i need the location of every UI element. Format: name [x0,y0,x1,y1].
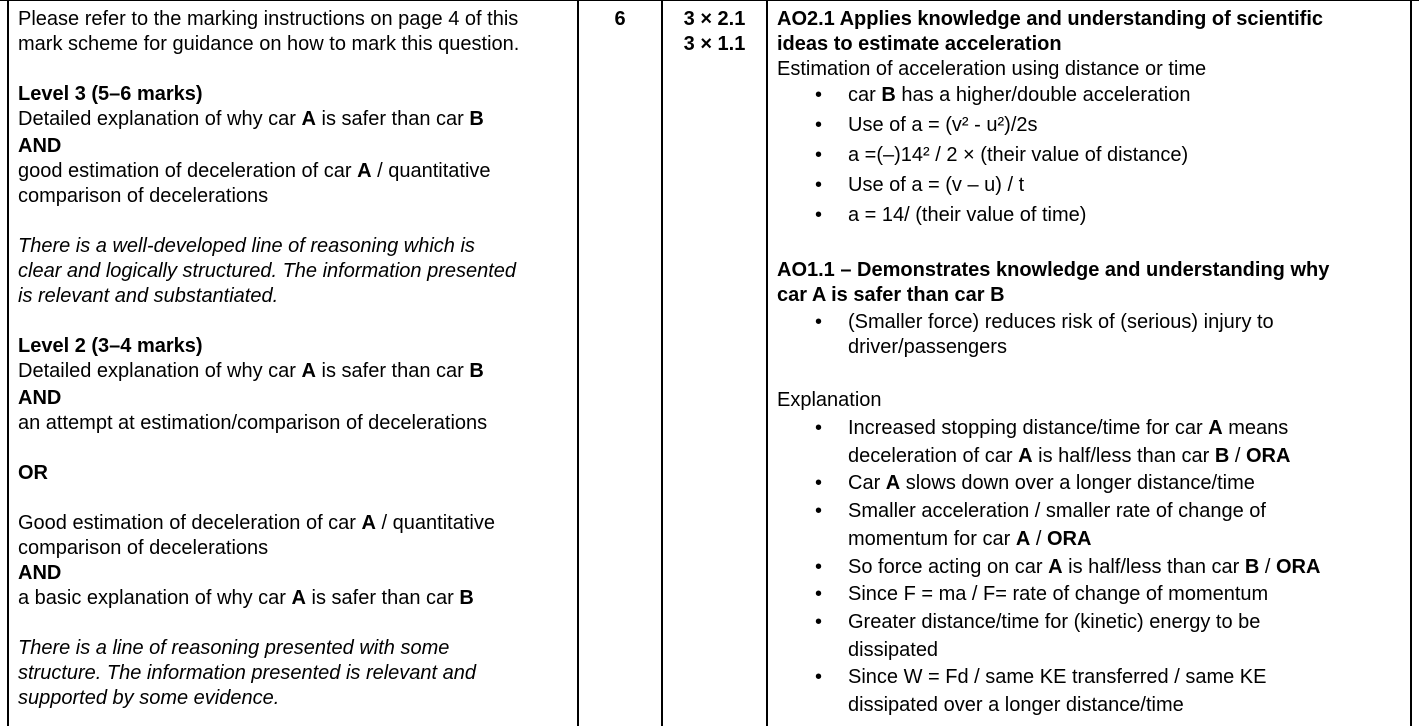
level2-reasoning-2: structure. The information presented is relevant and [18,662,477,684]
explanation-bullet-list [777,415,1407,720]
ao21-heading-2: ideas to estimate acceleration [777,33,1062,55]
level2-line3b: comparison of decelerations [18,537,269,559]
list-item: • a =(–)14² / 2 × (their value of distance) [777,140,1407,170]
level2-line2: an attempt at estimation/comparison of decelerations [18,412,488,434]
list-item: • Greater distance/time for (kinetic) energy to be dissipated [777,609,1407,664]
level2-line1: Detailed explanation of why car A is safer than car B [18,360,484,382]
table-left-border [7,0,9,726]
level2-and-2: AND [18,562,62,584]
ao-code-2: 3 × 1.1 [683,33,746,55]
column-divider-3 [766,0,768,726]
list-item: • car B has a higher/double acceleration [777,80,1407,110]
ao21-heading-1: AO2.1 Applies knowledge and understanding of scientific [777,8,1324,30]
level2-line4: a basic explanation of why car A is safer than car B [18,587,474,609]
marks-value: 6 [614,8,626,30]
ao-code-1: 3 × 2.1 [683,8,746,30]
ao21-subheading: Estimation of acceleration using distance or time [777,58,1207,80]
list-item: • Use of a = (v – u) / t [777,170,1407,200]
ao21-bullet-list [777,80,1407,230]
intro-line-2: mark scheme for guidance on how to mark this question. [18,33,520,55]
list-item: • Increased stopping distance/time for car A means deceleration of car A is half/less than car B / ORA [777,415,1407,470]
list-item: • So force acting on car A is half/less than car B / ORA [777,554,1407,582]
level3-reasoning-2: clear and logically structured. The information presented [18,260,517,282]
table-top-border [0,0,1419,1]
list-item: • (Smaller force) reduces risk of (serious) injury to driver/passengers [777,310,1407,360]
ao11-bullet-list [777,310,1407,360]
level3-reasoning-3: is relevant and substantiated. [18,285,279,307]
table-right-border [1410,0,1412,726]
list-item: • Since W = Fd / same KE transferred / same KE dissipated over a longer distance/time [777,664,1407,719]
level2-reasoning-1: There is a line of reasoning presented with some [18,637,450,659]
intro-line-1: Please refer to the marking instructions on page 4 of this [18,8,519,30]
column-divider-1 [577,0,579,726]
level2-and: AND [18,387,62,409]
indicative-column [777,7,1407,720]
level3-reasoning-1: There is a well-developed line of reasoning which is [18,235,475,257]
list-item: • Since F = ma / F= rate of change of momentum [777,581,1407,609]
level3-line2a: good estimation of deceleration of car A / quantitative [18,160,491,182]
level3-line1: Detailed explanation of why car A is safer than car B [18,108,484,130]
list-item: • a = 14/ (their value of time) [777,200,1407,230]
level3-and: AND [18,135,62,157]
level2-line3a: Good estimation of deceleration of car A / quantitative [18,512,495,534]
list-item: • Car A slows down over a longer distance/time [777,470,1407,498]
marks-column [579,7,661,32]
level2-or: OR [18,462,48,484]
ao11-heading-1: AO1.1 – Demonstrates knowledge and understanding why [777,259,1330,281]
level3-line2b: comparison of decelerations [18,185,269,207]
ao-column [663,7,766,57]
guidance-column [18,7,574,711]
list-item: • Smaller acceleration / smaller rate of change of momentum for car A / ORA [777,498,1407,553]
ao11-heading-2: car A is safer than car B [777,284,1005,306]
level2-reasoning-3: supported by some evidence. [18,687,280,709]
level2-heading: Level 2 (3–4 marks) [18,335,203,357]
level3-heading: Level 3 (5–6 marks) [18,83,203,105]
explanation-label: Explanation [777,389,882,411]
list-item: • Use of a = (v² - u²)/2s [777,110,1407,140]
column-divider-2 [661,0,663,726]
